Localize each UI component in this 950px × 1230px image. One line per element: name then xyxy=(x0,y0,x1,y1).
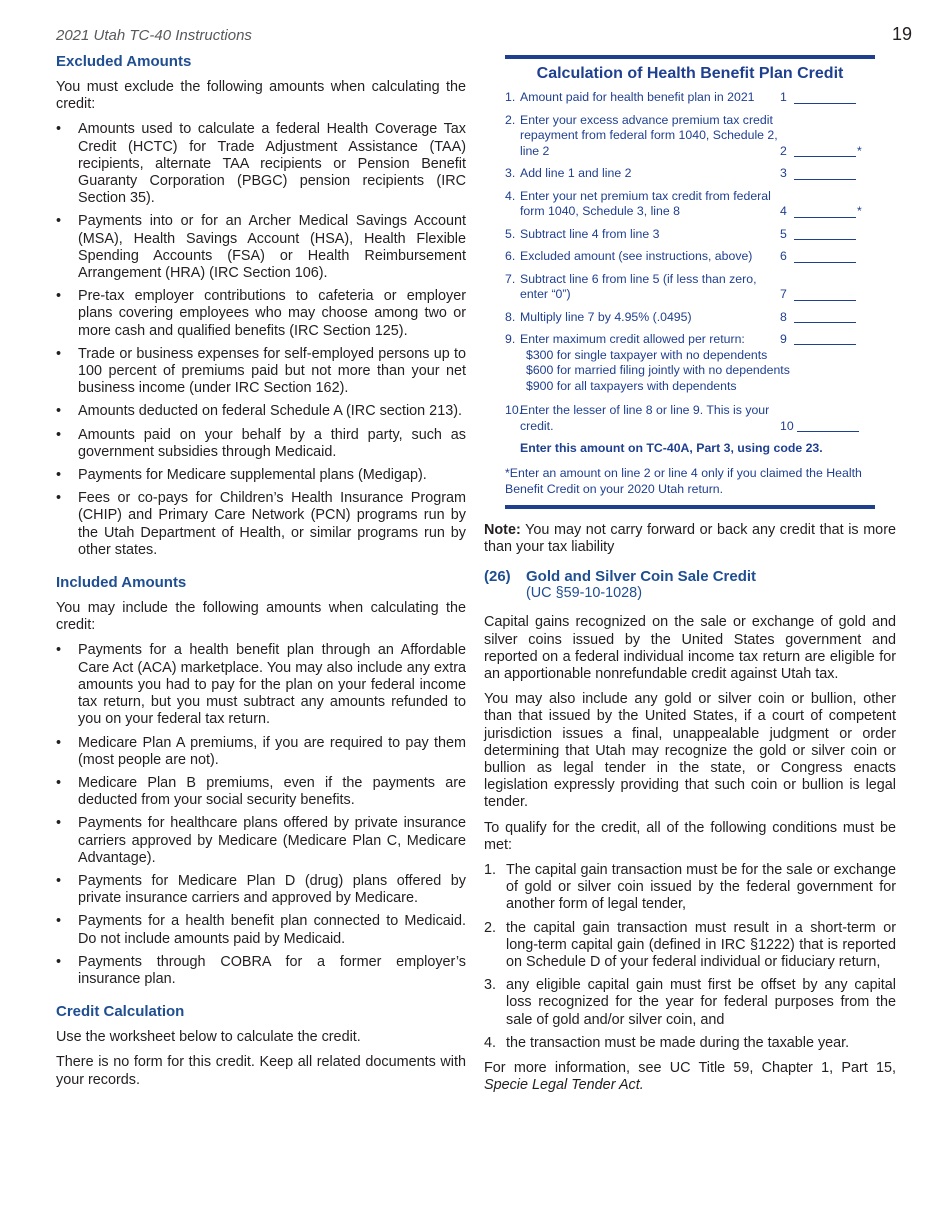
gold-p1: Capital gains recognized on the sale or exchange of gold and silver coins issued by the United States government and reported on a federal individual income tax return are eligible for an apportionable nonrefundable credit against Utah tax. xyxy=(484,614,896,683)
list-item: 3. any eligible capital gain must first be offset by any capital loss recognized for the year for federal purposes from the sale of gold and/or silver coin, and xyxy=(484,977,896,1028)
list-item: • Trade or business expenses for self-employed persons up to 100 percent of premiums paid but not more than your net business income (under IRC Section 162). xyxy=(56,345,466,397)
worksheet-line-3: 3. Add line 1 and line 2 3 xyxy=(505,166,875,182)
list-item: • Payments for Medicare supplemental plans (Medigap). xyxy=(56,467,427,484)
section-heading xyxy=(484,568,896,602)
worksheet-line-1: 1. Amount paid for health benefit plan in 2021 1 xyxy=(505,90,875,106)
list-item: • Payments for healthcare plans offered by private insurance carriers approved by Medicare (Medicare Plan C, Medicare Advantage). xyxy=(56,815,466,866)
line-4-input[interactable] xyxy=(794,205,856,218)
gold-p3: To qualify for the credit, all of the following conditions must be met: xyxy=(484,819,896,853)
line-9-option: $300 for single taxpayer with no dependents xyxy=(526,347,768,362)
list-item: • Medicare Plan B premiums, even if the payments are deducted from your social security benefits. xyxy=(56,774,466,809)
list-item: • Payments for a health benefit plan through an Affordable Care Act (ACA) marketplace. You may also include any extra amounts you had to pay for the plan on your federal income tax return, but you must subtract any amounts refunded to you on your federal tax return. xyxy=(56,642,466,728)
line-3-input[interactable] xyxy=(794,167,856,180)
right-column xyxy=(484,53,896,1102)
line-5-input[interactable] xyxy=(794,227,856,240)
included-intro: You may include the following amounts when calculating the credit: xyxy=(56,600,466,634)
line-6-input[interactable] xyxy=(794,250,856,263)
list-item: • Pre-tax employer contributions to cafeteria or employer plans covering employees who may choose among two or more cash and qualified benefits (IRC Section 125). xyxy=(56,288,466,339)
worksheet-line-6: 6. Excluded amount (see instructions, above) 6 xyxy=(505,249,875,265)
list-item: • Medicare Plan A premiums, if you are required to pay them (most people are not). xyxy=(56,734,466,768)
worksheet-enter-note: Enter this amount on TC-40A, Part 3, using code 23. xyxy=(520,441,823,455)
page-number: 19 xyxy=(891,24,912,44)
credit-calc-p1: Use the worksheet below to calculate the credit. xyxy=(56,1029,361,1046)
list-item: • Payments for a health benefit plan connected to Medicaid. Do not include amounts paid by Medicaid. xyxy=(56,913,466,947)
list-item: 4. the transaction must be made during the taxable year. xyxy=(484,1034,850,1051)
section-title: Gold and Silver Coin Sale Credit xyxy=(526,568,757,586)
excluded-heading: Excluded Amounts xyxy=(56,53,192,70)
line-9-option: $900 for all taxpayers with dependents xyxy=(526,378,737,393)
worksheet-title: Calculation of Health Benefit Plan Credit xyxy=(536,65,844,82)
line-2-input[interactable] xyxy=(794,144,856,157)
page-header: 2021 Utah TC-40 Instructions xyxy=(56,27,252,44)
list-item: • Payments for Medicare Plan D (drug) plans offered by private insurance carriers and approved by Medicare. xyxy=(56,872,466,907)
line-8-input[interactable] xyxy=(794,310,856,323)
excluded-intro: You must exclude the following amounts when calculating the credit: xyxy=(56,79,466,113)
section-citation: (UC §59-10-1028) xyxy=(526,585,642,602)
line-9-option: $600 for married filing jointly with no dependents xyxy=(526,363,790,377)
worksheet-line-8: 8. Multiply line 7 by 4.95% (.0495) 8 xyxy=(505,310,875,326)
worksheet-line-2: 2. Enter your excess advance premium tax credit repayment from federal form 1040, Schedule 2, line 2 2 * xyxy=(505,112,862,158)
excluded-list xyxy=(56,121,466,559)
credit-calc-p2: There is no form for this credit. Keep all related documents with your records. xyxy=(56,1054,466,1088)
line-7-input[interactable] xyxy=(794,288,856,301)
more-info: For more information, see UC Title 59, Chapter 1, Part 15, Specie Legal Tender Act. xyxy=(484,1060,896,1094)
carryforward-note: Note: You may not carry forward or back any credit that is more than your tax liability xyxy=(484,522,896,556)
list-item: 1. The capital gain transaction must be for the sale or exchange of gold or silver coin issued by the federal government for another form of legal tender, xyxy=(484,862,896,913)
line-1-input[interactable] xyxy=(794,91,856,104)
credit-calc-heading: Credit Calculation xyxy=(56,1003,185,1021)
credit-worksheet xyxy=(505,55,875,509)
worksheet-line-5: 5. Subtract line 4 from line 3 5 xyxy=(505,227,875,243)
section-number: (26) xyxy=(484,568,511,586)
list-item: • Payments through COBRA for a former employer’s insurance plan. xyxy=(56,953,466,987)
worksheet-footnote: *Enter an amount on line 2 or line 4 only if you claimed the Health Benefit Credit on your 2020 Utah return. xyxy=(505,466,862,496)
list-item: 2. the capital gain transaction must result in a short-term or long-term capital gain (defined in IRC §1222) that is reported on Schedule D of your federal individual or fiduciary return, xyxy=(484,919,896,971)
list-item: • Payments into or for an Archer Medical Savings Account (MSA), Health Savings Account (HSA), Health Flexible Spending Accounts (FSA) or Health Reimbursement Arrangement (HRA) (IRC Section 106). xyxy=(56,213,466,282)
worksheet-line-10: 10. Enter the lesser of line 8 or line 9. This is your credit. 10 xyxy=(505,403,875,434)
line-9-input[interactable] xyxy=(794,332,856,345)
list-item: • Amounts deducted on federal Schedule A (IRC section 213). xyxy=(56,403,462,420)
worksheet-line-9: 9. Enter maximum credit allowed per return: 9 xyxy=(505,332,875,348)
list-item: • Amounts used to calculate a federal Health Coverage Tax Credit (HCTC) for Trade Adjustment Assistance (TAA) recipients, alternate TAA recipients or Pension Benefit Guaranty Corporation (PBGC) pension recipients (IRC Section 35). xyxy=(56,121,466,207)
list-item: • Amounts paid on your behalf by a third party, such as government subsidies through Medicaid. xyxy=(56,426,466,460)
worksheet-line-4: 4. Enter your net premium tax credit from federal form 1040, Schedule 3, line 8 4 * xyxy=(505,188,862,218)
included-heading: Included Amounts xyxy=(56,574,187,592)
gold-p2: You may also include any gold or silver coin or bullion, other than that issued by the United States, if a court of competent jurisdiction issues a final, unappealable judgment or order determining that Utah may recognize the gold or silver coin or bullion as legal tender in the state, or Congress enacts legislation expressly providing that such coin or bullion is legal tender. xyxy=(484,691,896,811)
left-column xyxy=(56,53,466,1097)
line-10-input[interactable] xyxy=(797,419,859,432)
list-item: • Fees or co-pays for Children’s Health Insurance Program (CHIP) and Primary Care Network (PCN) programs run by the Utah Department of Health, or similar programs run by other states. xyxy=(56,490,466,558)
included-list xyxy=(56,642,466,988)
worksheet-line-7: 7. Subtract line 6 from line 5 (if less than zero, enter “0”) 7 xyxy=(505,272,875,303)
conditions-list xyxy=(484,862,896,1052)
